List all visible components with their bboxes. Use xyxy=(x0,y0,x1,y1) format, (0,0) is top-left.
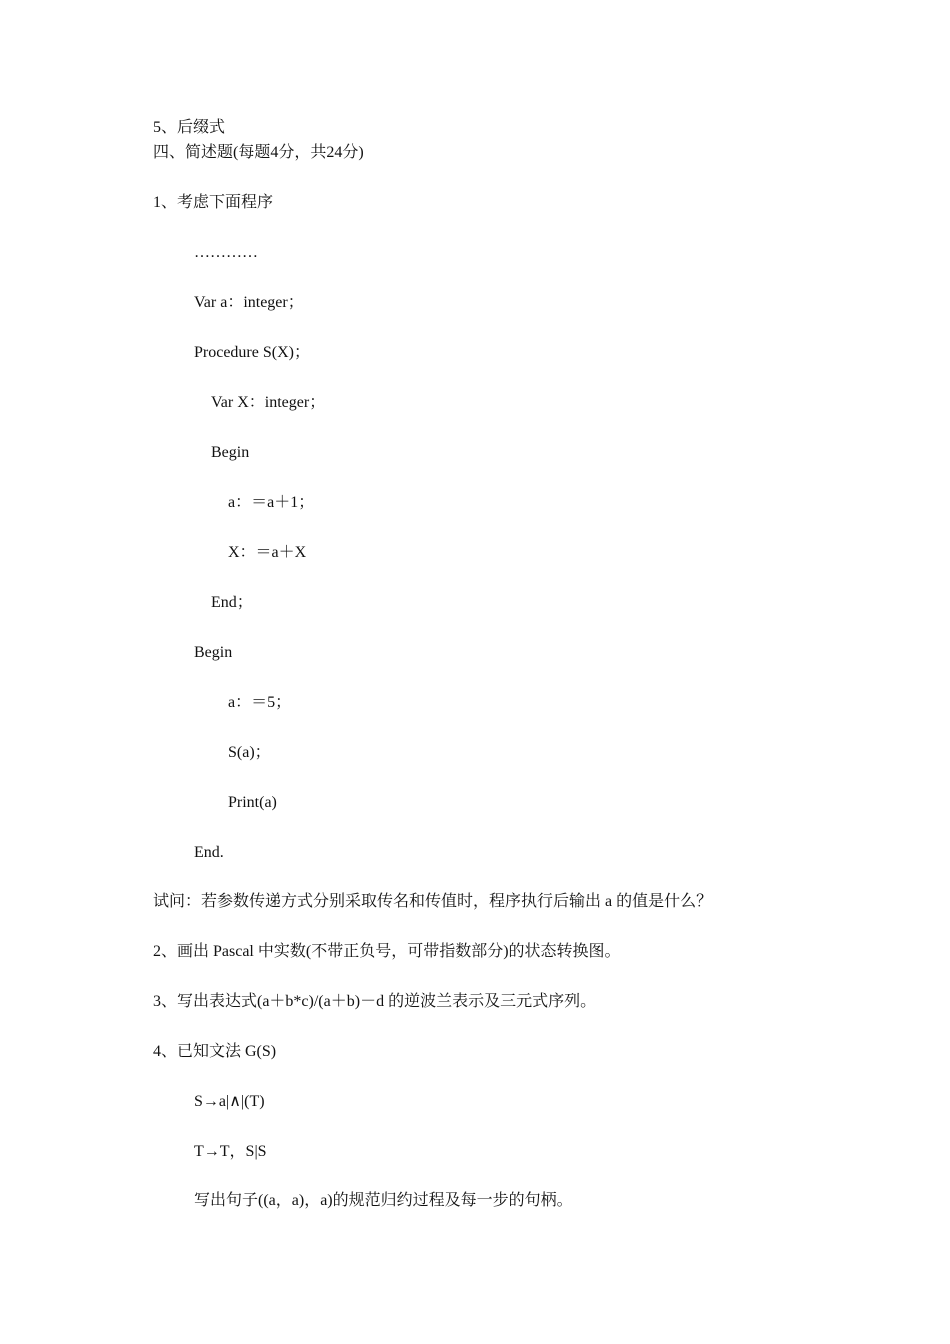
question-3: 3、写出表达式(a＋b*c)/(a＋b)－d 的逆波兰表示及三元式序列。 xyxy=(153,993,597,1010)
code-line: Begin xyxy=(194,644,233,661)
question-2: 2、画出 Pascal 中实数(不带正负号，可带指数部分)的状态转换图。 xyxy=(153,943,621,960)
code-line: Print(a) xyxy=(228,794,277,811)
question-4-prompt: 写出句子((a，a)，a)的规范归约过程及每一步的句柄。 xyxy=(194,1192,573,1209)
section-4-heading: 四、简述题(每题4分，共24分) xyxy=(153,144,364,161)
question-1-prompt: 试问：若参数传递方式分别采取传名和传值时，程序执行后输出 a 的值是什么？ xyxy=(153,893,713,910)
code-line: Var a：integer； xyxy=(194,294,304,311)
code-line: a：＝a＋1； xyxy=(228,494,315,511)
code-line: End； xyxy=(211,594,253,611)
code-line: S(a)； xyxy=(228,744,271,761)
question-4-title: 4、已知文法 G(S) xyxy=(153,1043,277,1060)
code-line: Var X：integer； xyxy=(211,394,326,411)
code-line: X：＝a＋X xyxy=(228,544,307,561)
code-line: Begin xyxy=(211,444,250,461)
question-1-title: 1、考虑下面程序 xyxy=(153,194,274,211)
grammar-rule: T→T，S|S xyxy=(194,1143,267,1160)
code-ellipsis: ………… xyxy=(194,244,258,261)
item-5-postfix: 5、后缀式 xyxy=(153,119,226,136)
code-line: End. xyxy=(194,844,224,861)
code-line: Procedure S(X)； xyxy=(194,344,310,361)
code-line: a：＝5； xyxy=(228,694,292,711)
grammar-rule: S→a|∧|(T) xyxy=(194,1093,265,1110)
